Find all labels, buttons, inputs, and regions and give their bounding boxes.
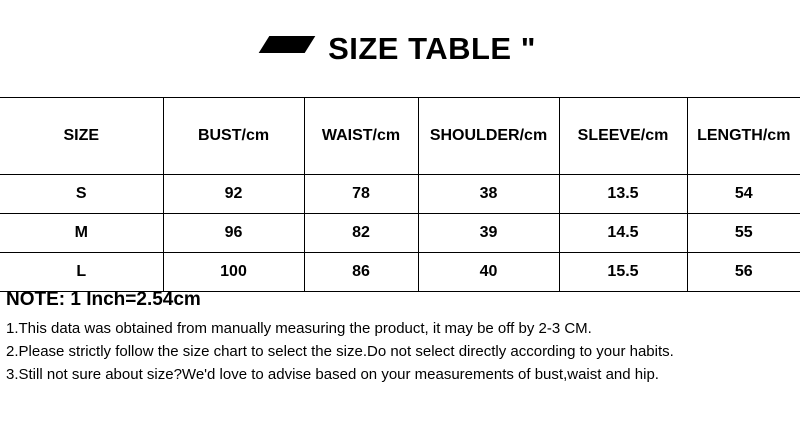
page-title: SIZE TABLE " bbox=[328, 30, 536, 66]
cell-waist: 78 bbox=[304, 175, 418, 214]
note-line-1: 1.This data was obtained from manually measuring the product, it may be off by 2-3 CM. bbox=[6, 319, 592, 337]
cell-length: 55 bbox=[687, 214, 800, 253]
table-row bbox=[0, 253, 800, 292]
cell-bust: 92 bbox=[163, 175, 304, 214]
note-line-3: 3.Still not sure about size?We'd love to advise based on your measurements of bust,waist and hip. bbox=[6, 366, 659, 384]
table-header-row bbox=[0, 98, 800, 175]
table-body bbox=[0, 175, 800, 292]
table-header bbox=[0, 98, 800, 175]
cell-shoulder: 39 bbox=[418, 214, 559, 253]
notes-section bbox=[6, 289, 796, 387]
cell-bust: 100 bbox=[163, 253, 304, 292]
cell-shoulder: 40 bbox=[418, 253, 559, 292]
cell-length: 56 bbox=[687, 253, 800, 292]
table-row bbox=[0, 175, 800, 214]
cell-size: S bbox=[0, 175, 163, 214]
size-table bbox=[0, 97, 800, 292]
slash-mark-icon bbox=[259, 36, 316, 53]
title-bar bbox=[0, 0, 800, 97]
table-row bbox=[0, 214, 800, 253]
cell-sleeve: 14.5 bbox=[559, 214, 687, 253]
column-header-bust: BUST/cm bbox=[163, 98, 304, 175]
size-table-container bbox=[0, 97, 800, 292]
column-header-waist: WAIST/cm bbox=[304, 98, 418, 175]
cell-size: M bbox=[0, 214, 163, 253]
cell-sleeve: 13.5 bbox=[559, 175, 687, 214]
cell-length: 54 bbox=[687, 175, 800, 214]
note-line-2: 2.Please strictly follow the size chart to select the size.Do not select directly according to your habits. bbox=[6, 343, 674, 361]
column-header-shoulder: SHOULDER/cm bbox=[418, 98, 559, 175]
notes-heading: NOTE: 1 Inch=2.54cm bbox=[6, 289, 201, 310]
cell-bust: 96 bbox=[163, 214, 304, 253]
cell-waist: 82 bbox=[304, 214, 418, 253]
cell-shoulder: 38 bbox=[418, 175, 559, 214]
column-header-length: LENGTH/cm bbox=[687, 98, 800, 175]
cell-sleeve: 15.5 bbox=[559, 253, 687, 292]
cell-waist: 86 bbox=[304, 253, 418, 292]
column-header-size: SIZE bbox=[0, 98, 163, 175]
cell-size: L bbox=[0, 253, 163, 292]
column-header-sleeve: SLEEVE/cm bbox=[559, 98, 687, 175]
